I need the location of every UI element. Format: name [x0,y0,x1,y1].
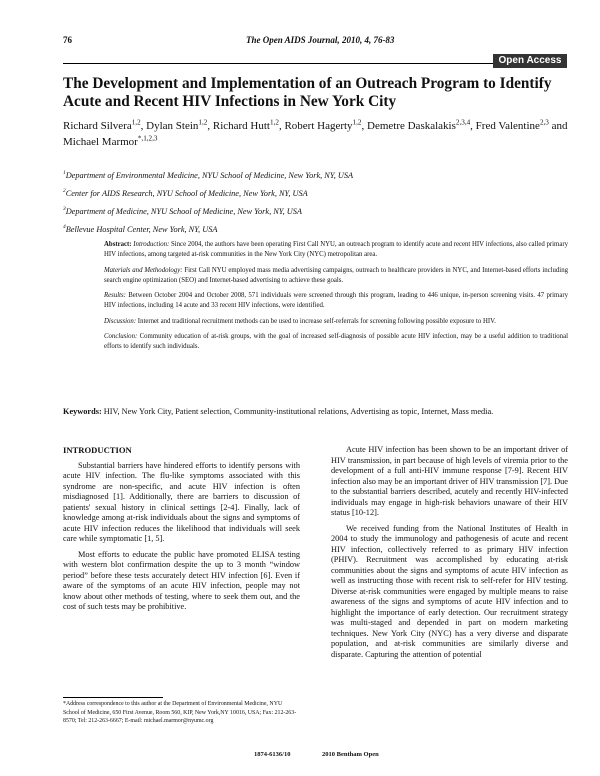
abstract-section-label: Materials and Methodology: [104,266,183,274]
author-list [63,118,569,150]
affiliation-number: 1 [63,170,66,177]
abstract-section-label: Conclusion: [104,333,138,340]
abstract-section-text: Internet and traditional recruitment methods can be used to increase self-referrals for screening following possible exposure to HIV. [136,317,496,325]
abstract-section-label: Introduction: [133,241,170,248]
abstract-paragraph [104,332,568,352]
footnote-rule [63,697,163,698]
affiliation-item [63,167,569,185]
author-affiliation-mark: 1,2 [270,118,279,127]
abstract-paragraph [104,291,568,311]
issn: 1874-6136/10 [254,751,291,758]
author-affiliation-mark: 1,2 [352,118,362,127]
author-separator: , [278,120,285,132]
copyright: 2010 Bentham Open [322,751,379,758]
abstract-section-text: First Call NYU employed mass media advertising campaigns, outreach to healthcare providers in NYC, and Internet-based efforts including search engine optimization (SEO) and Internet-based advertising to achieve these goals. [104,266,568,284]
page-number: 76 [63,35,72,45]
affiliation-number: 3 [63,206,66,213]
body-paragraph: Most efforts to educate the public have promoted ELISA testing with western blot confirmation despite the up to 3 month “window period” before these tests accurately detect HIV infection [6]. Even if aware of the symptoms of an acute HIV infection, people may not know about other methods of testing, where to seek them out, and the cost of such tests may be prohibitive. [63,549,300,611]
affiliation-number: 4 [63,224,66,231]
affiliation-number: 2 [63,188,66,195]
abstract [104,240,568,358]
author-separator: , [361,120,367,132]
author-name: Fred Valentine [475,120,540,132]
body-paragraph: We received funding from the National Institutes of Health in 2004 to study the immunology and pathogenesis of acute and recent HIV infection, collectively referred to as primary HIV infection (PHIV). Recruitment was accomplished by educating at-risk communities about the signs and symptoms of acute HIV infection as well as instructing those with recent risk to self-refer for HIV testing. Diverse at-risk communities were engaged by multiple means to raise awareness of the signs and symptoms of acute HIV infection and to highlight the importance of early detection. Our recruitment strategy was multi-staged and depended in part on modern marketing techniques. New York City (NYC) has a very diverse and disparate population, and at-risk communities are similarly diverse and disparate. Capturing the attention of potential [331,523,568,659]
keywords [63,406,569,417]
abstract-section-text: Since 2004, the authors have been operating First Call NYU, an outreach program to identify acute and recent HIV infections, also called primary HIV infections, among targeted at-risk communities in the New York City (NYC) metropolitan area. [104,241,568,258]
author-separator: , [140,120,147,132]
author-name: Dylan Stein [146,120,199,132]
abstract-section-label: Results: [104,292,126,299]
left-column [63,445,300,618]
author-separator: and [548,120,568,132]
abstract-section-text: Between October 2004 and October 2008, 571 individuals were screened through this program, leading to 446 unique, in-person screening visits. 47 primary HIV infections, including 14 acute and 33 recent HIV infections, were identified. [104,292,568,309]
keywords-label: Keywords: [63,407,102,416]
affiliation-text: Bellevue Hospital Center, New York, NY, USA [65,225,218,234]
journal-volume: 2010, 4, 76-83 [339,35,395,45]
article-title: The Development and Implementation of an Outreach Program to Identify Acute and Recent HIV Infections in New York City [63,75,552,110]
affiliation-text: Department of Medicine, NYU School of Medicine, New York, NY, USA [65,207,302,216]
author-affiliation-mark: 2,3 [539,118,549,127]
author-affiliation-mark: 1,2 [198,118,208,127]
author-name: Richard Silvera [63,120,132,132]
open-access-badge: Open Access [493,54,567,68]
author-separator: , [470,120,476,132]
correspondence-footnote: *Address correspondence to this author at the Department of Environmental Medicine, NYU School of Medicine, 650 First Avenue, Room 560, KIP, New York,NY 10016, USA; Fax: 212-263-8570; Tel: 212-263-6667; E-mail: michael.marmor@nyumc.org [63,701,297,724]
author-name: Richard Hutt [212,120,270,132]
author-separator: , [207,120,213,132]
abstract-label: Abstract: [104,241,132,248]
abstract-paragraph [104,266,568,286]
body-paragraph: Acute HIV infection has been shown to be an important driver of HIV transmission, in part because of high levels of viremia prior to the development of a full anti-HIV immune response [7-9]. Recent HIV infection also may be an important driver of HIV transmission [7]. Due to the substantial barriers described, acutely and recently HIV-infected individuals may engage in high-risk behaviors unaware of their HIV status [10-12]. [331,445,568,517]
author-affiliation-mark: 1,2 [131,118,141,127]
author-name: Michael Marmor [63,136,138,148]
affiliation-item [63,221,569,239]
affiliation-item [63,203,569,221]
affiliation-text: Department of Environmental Medicine, NYU School of Medicine, New York, NY, USA [65,171,354,180]
author-name: Demetre Daskalakis [367,120,456,132]
right-column [331,445,568,665]
author-name: Robert Hagerty [284,120,353,132]
affiliation-item [63,185,569,203]
journal-name: The Open AIDS Journal, [246,35,340,45]
abstract-section-label: Discussion: [104,317,137,325]
header-rule [63,63,565,64]
body-paragraph: Substantial barriers have hindered efforts to identify persons with acute HIV infection. The flu-like symptoms associated with this syndrome are non-specific, and acute HIV infection is often misdiagnosed [1]. Additionally, there are barriers to discussion of patients' sexual history in clinical settings [2-4]. Finally, lack of knowledge among at-risk individuals about the signs and symptoms of acute HIV infection reduces the likelihood that individuals will seek care while symptomatic [1, 5]. [63,460,300,543]
section-heading-introduction: INTRODUCTION [63,445,132,455]
author-affiliation-mark: *,1,2,3 [137,134,158,143]
abstract-paragraph [104,317,568,327]
abstract-section-text: Community education of at-risk groups, with the goal of increased self-diagnosis of possible acute HIV infection, may be a useful addition to traditional efforts to identify such individuals. [104,333,568,350]
abstract-paragraph [104,240,568,260]
affiliation-list [63,167,569,239]
keywords-text: HIV, New York City, Patient selection, Community-institutional relations, Advertising as topic, Internet, Mass media. [101,407,494,416]
affiliation-text: Center for AIDS Research, NYU School of Medicine, New York, NY, USA [65,189,308,198]
journal-citation [246,35,394,45]
author-affiliation-mark: 2,3,4 [455,118,471,127]
